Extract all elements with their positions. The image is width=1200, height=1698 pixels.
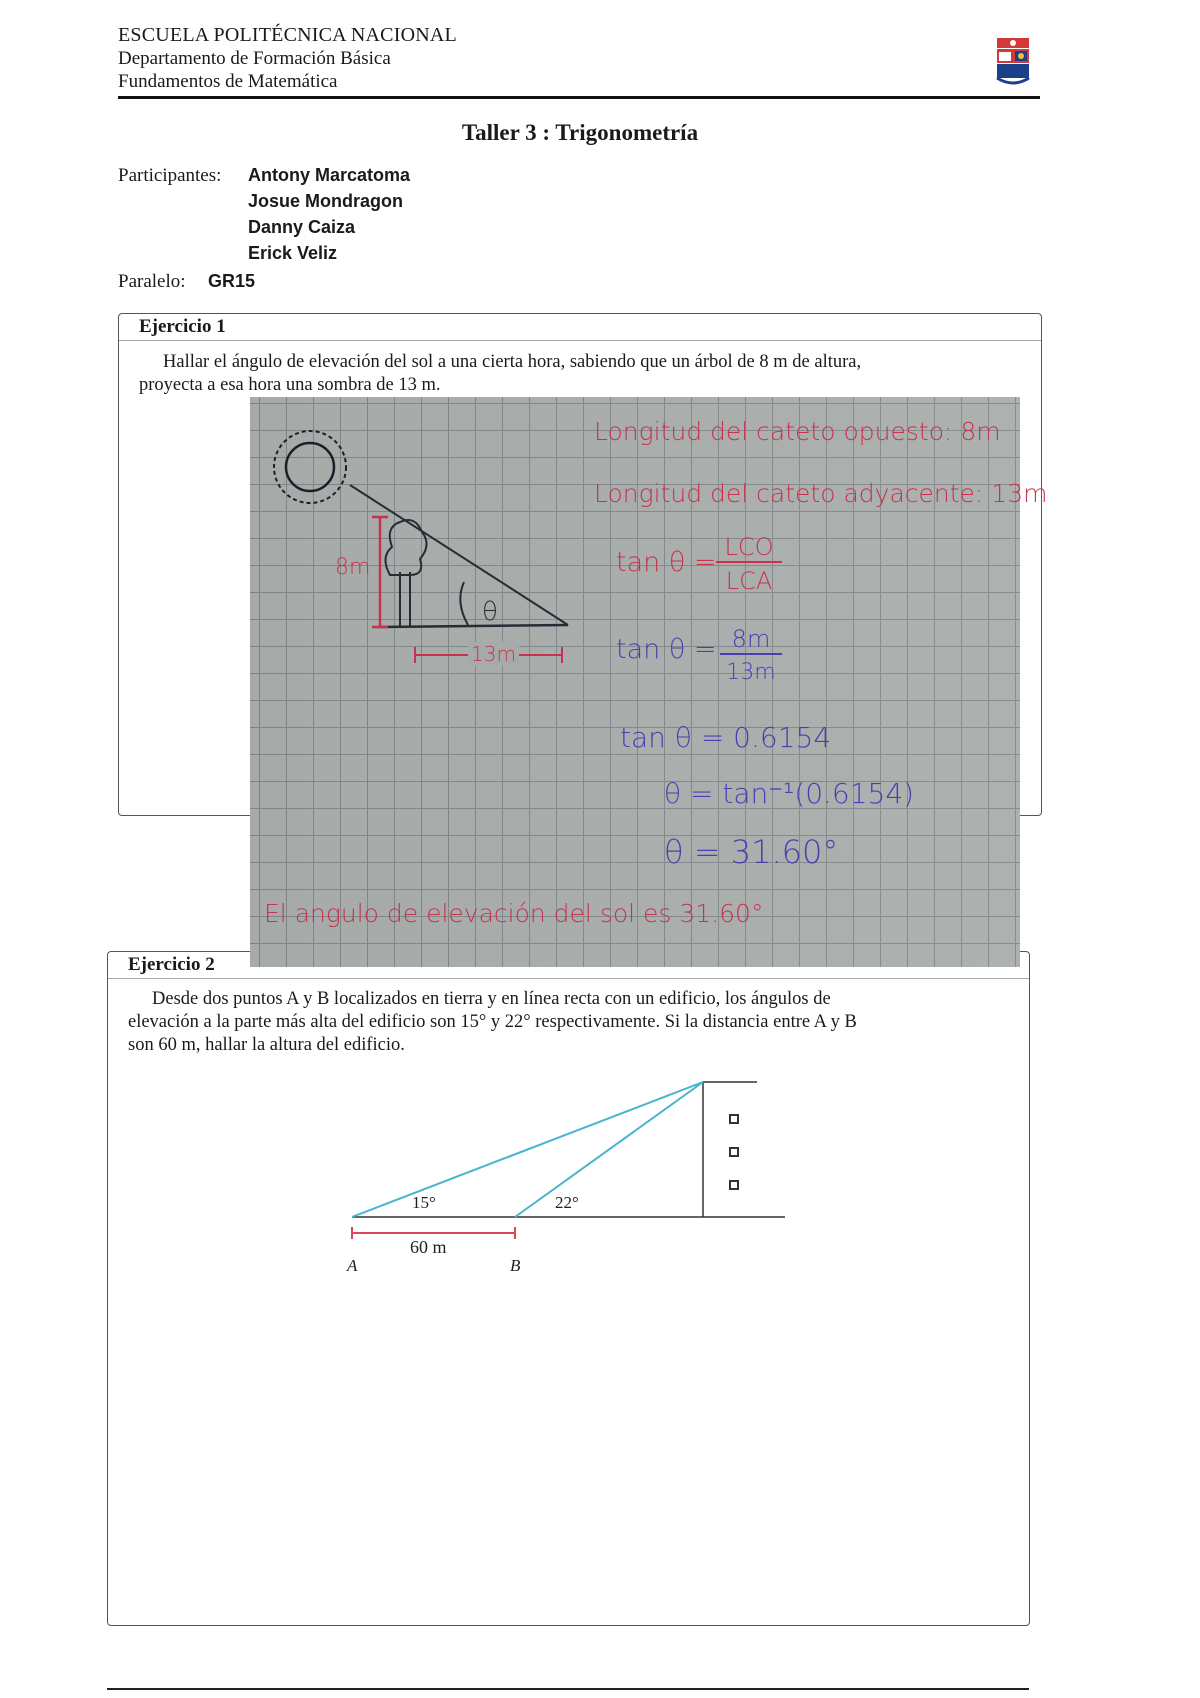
course-name: Fundamentos de Matemática <box>118 71 338 92</box>
tree-icon <box>385 520 426 627</box>
tan-result-text: tan θ = 0.6154 <box>620 721 832 754</box>
paralelo-value: GR15 <box>208 271 256 291</box>
conclusion-text: El angulo de elevación del sol es 31.60° <box>264 899 764 928</box>
formula-denominator: LCA <box>725 567 773 595</box>
participant-name: Antony Marcatoma <box>248 165 411 185</box>
distance-label: 60 m <box>410 1237 447 1257</box>
sun-icon <box>286 443 334 491</box>
tan-values-label: tan θ = <box>616 634 717 665</box>
opposite-leg-text: Longitud del cateto opuesto: 8m <box>594 417 1001 446</box>
building-window <box>730 1148 738 1156</box>
exercise-2-heading: Ejercicio 2 <box>108 952 1029 979</box>
header-rule <box>118 96 1040 99</box>
sun-tree-sketch <box>250 397 580 667</box>
sight-line-b <box>515 1082 703 1217</box>
page-title: Taller 3 : Trigonometría <box>461 120 699 145</box>
exercise-2-statement: Desde dos puntos A y B localizados en tierra y en línea recta con un edificio, los ángulos de elevación a la parte más alta del edificio son 15° y 22° respectivamente. Si la distancia entre A y B son 60 m, hallar la altura del edificio. <box>128 989 857 1055</box>
institution-name: ESCUELA POLITÉCNICA NACIONAL <box>118 24 457 46</box>
sketch-angle-label: θ <box>482 597 498 627</box>
sight-line-a <box>352 1082 703 1217</box>
participants-label: Participantes: <box>118 165 222 186</box>
ground-line <box>378 625 568 627</box>
footer-rule <box>107 1688 1029 1690</box>
inverse-tan-text: θ = tan⁻¹(0.6154) <box>664 777 915 810</box>
department-name: Departamento de Formación Básica <box>118 48 391 69</box>
values-numerator: 8m <box>720 625 782 655</box>
point-a-label: A <box>347 1256 358 1275</box>
formula-numerator: LCO <box>716 533 782 563</box>
sketch-base-label: 13m <box>468 642 519 666</box>
university-logo-icon <box>993 36 1033 88</box>
participant-name: Erick Veliz <box>248 243 338 263</box>
exercise-2-figure <box>330 1075 800 1285</box>
angle-result-text: θ = 31.60° <box>664 833 839 871</box>
sketch-height-label: 8m <box>335 555 371 580</box>
participant-name: Josue Mondragon <box>248 191 404 211</box>
paralelo-label: Paralelo: <box>118 271 186 292</box>
exercise-1-heading: Ejercicio 1 <box>119 314 1041 341</box>
exercise-2-box <box>107 951 1030 1626</box>
values-denominator: 13m <box>726 660 776 685</box>
angle-a-label: 15° <box>412 1193 436 1212</box>
building-window <box>730 1115 738 1123</box>
point-b-label: B <box>510 1256 521 1275</box>
exercise-1-statement: Hallar el ángulo de elevación del sol a una cierta hora, sabiendo que un árbol de 8 m de altura, proyecta a esa hora una sombra de 13 m. <box>139 352 862 395</box>
participant-name: Danny Caiza <box>248 217 356 237</box>
tan-formula-label: tan θ = <box>616 547 717 578</box>
building-window <box>730 1181 738 1189</box>
adjacent-leg-text: Longitud del cateto adyacente: 13m <box>594 479 1048 508</box>
handwritten-solution-photo <box>250 397 1048 967</box>
angle-b-label: 22° <box>555 1193 579 1212</box>
sun-ray-line <box>350 485 568 625</box>
